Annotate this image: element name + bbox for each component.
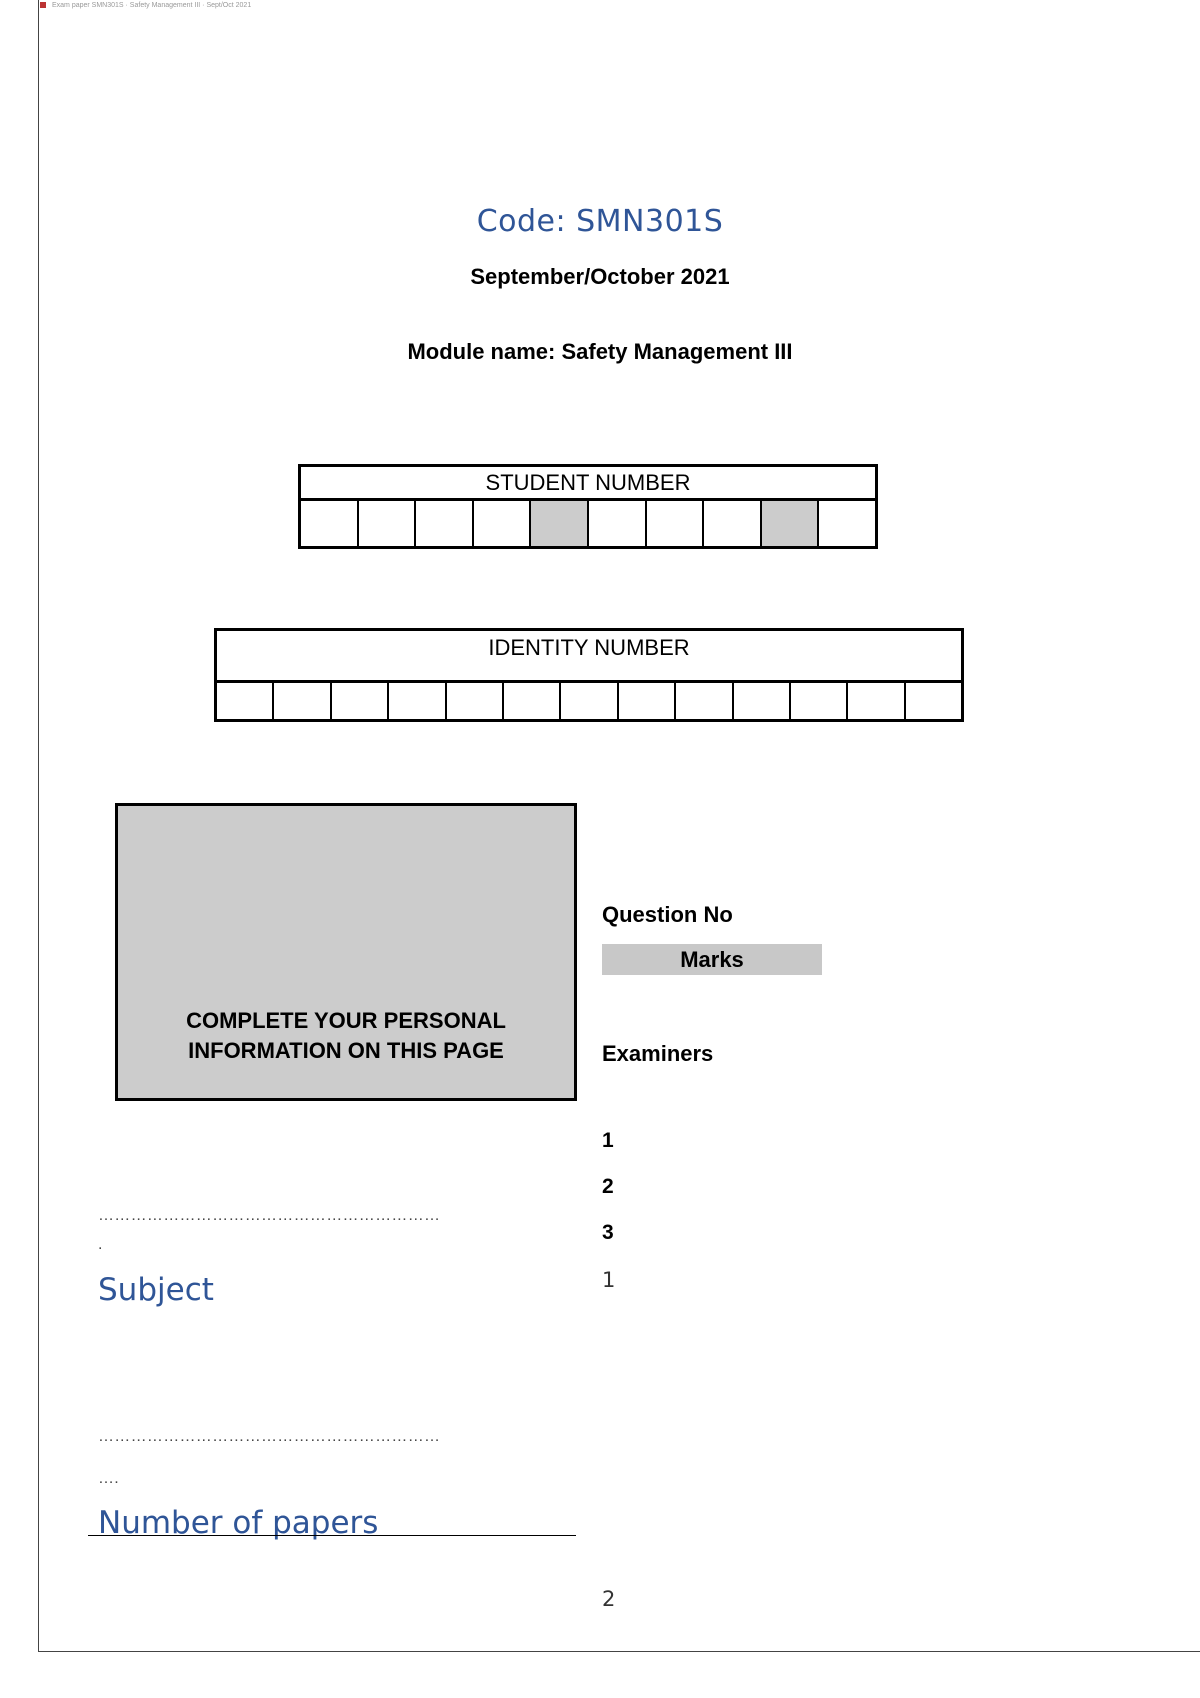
subject-dotted-line: ………………………………………………………	[98, 1207, 441, 1224]
identity-number-cell-1[interactable]	[217, 683, 274, 719]
notice-line-2: INFORMATION ON THIS PAGE	[188, 1038, 504, 1063]
exam-session: September/October 2021	[470, 264, 730, 289]
identity-number-cells	[217, 683, 961, 719]
header-strip-text: Exam paper SMN301S · Safety Management III · Sept/Oct 2021	[52, 2, 252, 9]
student-number-cell-8[interactable]	[704, 501, 762, 546]
student-number-cell-6[interactable]	[589, 501, 647, 546]
examiner-1: 1	[602, 1129, 614, 1152]
student-number-cell-10[interactable]	[819, 501, 875, 546]
pdf-icon	[40, 2, 46, 8]
subject-label: Subject	[98, 1272, 214, 1308]
identity-number-cell-5[interactable]	[447, 683, 504, 719]
personal-info-notice	[115, 803, 577, 1101]
notice-line-1: COMPLETE YOUR PERSONAL	[186, 1008, 506, 1033]
student-number-cells	[301, 501, 875, 546]
papers-dotted-line: ………………………………………………………	[98, 1428, 441, 1445]
identity-number-cell-10[interactable]	[734, 683, 791, 719]
student-number-cell-2[interactable]	[359, 501, 417, 546]
page-frame-bottom	[38, 1651, 1200, 1652]
number-of-papers-label: Number of papers	[98, 1505, 379, 1541]
student-number-cell-7[interactable]	[647, 501, 705, 546]
examiner-2: 2	[602, 1175, 614, 1198]
identity-number-cell-13[interactable]	[906, 683, 961, 719]
identity-number-cell-3[interactable]	[332, 683, 389, 719]
identity-number-cell-11[interactable]	[791, 683, 848, 719]
student-number-cell-1[interactable]	[301, 501, 359, 546]
marks-header: Marks	[602, 944, 822, 975]
identity-number-cell-7[interactable]	[561, 683, 618, 719]
identity-number-box	[214, 628, 964, 722]
exam-code: Code: SMN301S	[476, 204, 724, 239]
papers-dot-tail: ….	[98, 1470, 120, 1487]
student-number-box	[298, 464, 878, 549]
question-no-label: Question No	[602, 902, 733, 927]
student-number-cell-4[interactable]	[474, 501, 532, 546]
module-name: Module name: Safety Management III	[407, 339, 793, 364]
identity-number-cell-2[interactable]	[274, 683, 331, 719]
notice-text	[118, 1006, 574, 1066]
page-number-1: 1	[602, 1268, 616, 1292]
student-number-cell-9[interactable]	[762, 501, 820, 546]
identity-number-label: IDENTITY NUMBER	[217, 631, 961, 683]
strike-line	[88, 1535, 576, 1536]
identity-number-cell-6[interactable]	[504, 683, 561, 719]
identity-number-cell-4[interactable]	[389, 683, 446, 719]
page-frame-left	[38, 0, 39, 1652]
examiner-3: 3	[602, 1221, 614, 1244]
student-number-label: STUDENT NUMBER	[301, 467, 875, 501]
examiners-label: Examiners	[602, 1041, 714, 1066]
page-number-2: 2	[602, 1587, 616, 1611]
subject-dot-tail: .	[98, 1236, 103, 1253]
identity-number-cell-8[interactable]	[619, 683, 676, 719]
header-strip	[40, 2, 251, 9]
student-number-cell-3[interactable]	[416, 501, 474, 546]
student-number-cell-5[interactable]	[531, 501, 589, 546]
identity-number-cell-12[interactable]	[848, 683, 905, 719]
identity-number-cell-9[interactable]	[676, 683, 733, 719]
